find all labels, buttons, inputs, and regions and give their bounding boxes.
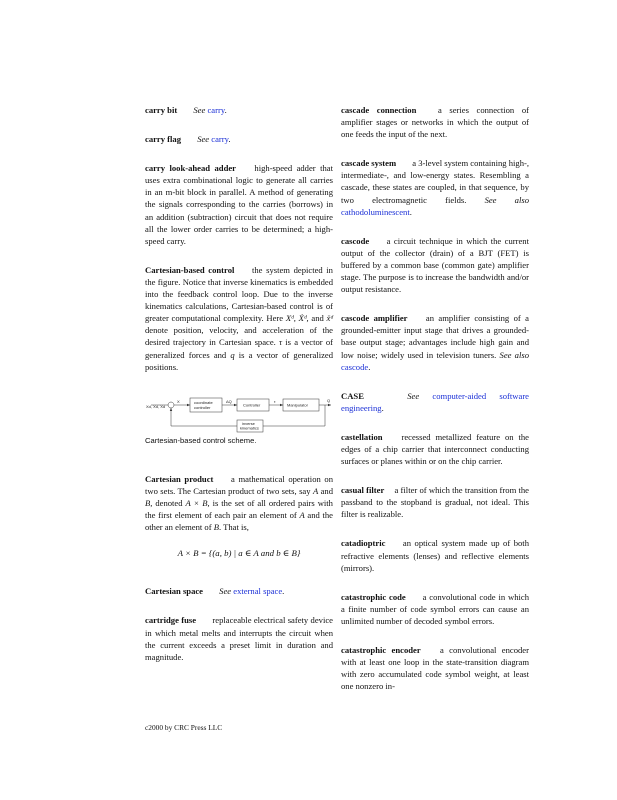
delta-q-label: ΔQ xyxy=(226,398,232,404)
term-cartesian-product: Cartesian product xyxy=(145,473,214,484)
definition: an amplifier consisting of a grounded-emitter input stage that drives a grounded-base output stage; advantages include high gain and low noise; widely used in television tuners. xyxy=(341,313,529,360)
symbol-a: A xyxy=(299,510,305,521)
definition: an optical system made up of both refractive elements (lenses) and reflective elements (mirrors). xyxy=(341,538,529,573)
term-catastrophic-code: catastrophic code xyxy=(341,591,406,602)
entry-carry-bit xyxy=(145,104,333,116)
block-1-label: coordinate xyxy=(194,399,213,405)
entry-catastrophic-code xyxy=(341,591,529,627)
output-label: Q xyxy=(327,397,331,403)
see-label: See xyxy=(219,586,232,597)
left-column xyxy=(145,104,333,680)
definition-part: the system depicted in the figure. Notice that inverse kinematics is embedded into the feedback control loop. Due to the inverse kinematics calculations, Cartesian-based control is of greater computational complexity. Here xyxy=(145,264,333,324)
punctuation: . xyxy=(381,402,384,413)
term-cartesian-space: Cartesian space xyxy=(145,586,203,597)
entry-carry-flag xyxy=(145,133,333,145)
term-casual-filter: casual filter xyxy=(341,485,385,496)
definition: recessed metallized feature on the edges of a chip carrier that interconnect conducting surfaces or planes within or on the chip carrier. xyxy=(341,431,529,467)
punctuation: . xyxy=(368,361,371,372)
punctuation: . xyxy=(224,105,227,115)
term-catadioptric: catadioptric xyxy=(341,538,386,549)
definition: a series connection of amplifier stages or networks in which the output of one feeds the input of the next. xyxy=(341,105,529,140)
tau-label: τ xyxy=(274,398,276,404)
block-1-label-b: controller xyxy=(194,404,211,410)
definition: a circuit technique in which the current output of the collector (drain) of a BJT (FET) is buffered by a common base (common gate) amplifier stage. The purpose is to increase the bandwidth and/or output resistance. xyxy=(341,235,529,295)
definition: a convolutional encoder with at least one loop in the state-transition diagram with zero accumulated code symbol weight, at least one nonzero in- xyxy=(341,645,529,692)
symbol-tau: τ xyxy=(279,337,283,348)
term-carry-look-ahead-adder: carry look-ahead adder xyxy=(145,163,236,174)
error-label: X xyxy=(177,398,180,404)
copyright-footer: c2000 by CRC Press LLC xyxy=(145,723,223,732)
link-carry[interactable]: carry xyxy=(211,134,229,145)
symbol-a: A xyxy=(312,485,319,496)
block-2-label: Controller xyxy=(243,402,261,408)
definition: a convolutional code in which a finite number of code symbol errors can cause an unlimited number of decoded symbol errors. xyxy=(341,591,529,626)
block-4-label-b: kinematics xyxy=(240,425,259,431)
entry-cascode-amplifier xyxy=(341,312,529,372)
punctuation: . xyxy=(228,134,231,145)
entry-carry-look-ahead-adder xyxy=(145,162,333,247)
link-computer-aided-software-engineering[interactable]: computer-aided software engineering xyxy=(341,390,529,413)
entry-case xyxy=(341,390,529,414)
definition: a filter of which the transition from the passband to the stopband is gradual, not ideal. This filter is realizable. xyxy=(341,485,529,520)
see-label: See xyxy=(407,390,420,401)
definition-part: is a vector of generalized forces and xyxy=(145,337,333,360)
term-cascade-system: cascade system xyxy=(341,158,397,169)
link-cathodoluminescent[interactable]: cathodoluminescent xyxy=(341,206,410,217)
symbol-xd: Xᵈ xyxy=(285,313,294,324)
term-cascode-amplifier: cascode amplifier xyxy=(341,313,408,324)
entry-cartesian-based-control: Cartesian-based control the system depicted in the figure. Notice that inverse kinematics is embedded into the feedback control loop. Due to the inverse kinematics calculations, Cartesian-based control is of greater computational complexity. Here Xᵈ, Ẋᵈ, and ẍᵈ denote position, velocity, and acceleration of the desired trajectory in Cartesian space. τ is a vector of generalized forces and q is a vector of generalized positions. xyxy=(145,264,334,372)
figure-caption: Cartesian-based control scheme. xyxy=(145,435,257,445)
definition-part: , is the set of all ordered pairs with the first element of each pair an element of xyxy=(145,497,333,521)
block-4-label: inverse xyxy=(242,420,255,426)
term-cascade-connection: cascade connection xyxy=(341,105,417,115)
right-column xyxy=(341,104,529,709)
term-cartesian-based-control: Cartesian-based control xyxy=(145,264,235,275)
symbol-xd-ddot: ẍᵈ xyxy=(326,313,333,324)
entry-cartridge-fuse xyxy=(145,614,333,662)
block-3-label: Manipulator xyxy=(287,402,308,408)
control-scheme-diagram xyxy=(145,383,333,433)
symbol-xd-dot: Ẋᵈ xyxy=(298,313,307,324)
entry-cascade-connection xyxy=(341,104,529,140)
entry-cartesian-product xyxy=(145,473,333,533)
term-carry-bit: carry bit xyxy=(145,105,178,115)
definition: high-speed adder that uses extra combinational logic to generate all carries in an m-bit block in parallel. A method of generating the signals corresponding to the carries (borrows) in an addition (subtraction) circuit that does not require all the lower order carries to be determined; a high-speed carry. xyxy=(145,163,333,246)
definition: replaceable electrical safety device in which metal melts and interrupts the circuit when the current exceeds a preset limit in duration and magnitude. xyxy=(145,615,333,662)
link-carry[interactable]: carry xyxy=(207,105,225,115)
term-cartridge-fuse: cartridge fuse xyxy=(145,615,197,626)
see-label: See also xyxy=(484,194,529,205)
definition-part: . That is, xyxy=(218,522,249,533)
entry-catadioptric xyxy=(341,537,529,573)
definition-part: denote position, velocity, and acceleration of the desired trajectory in Cartesian space. xyxy=(145,325,333,348)
see-label: See also xyxy=(499,349,530,360)
definition-part: is a vector of generalized positions. xyxy=(145,349,334,372)
input-label: Xd, Xd, Xd xyxy=(146,403,166,409)
entry-casual-filter xyxy=(341,484,529,520)
and-text: and xyxy=(311,313,324,324)
entry-catastrophic-encoder xyxy=(341,644,529,692)
term-catastrophic-encoder: catastrophic encoder xyxy=(341,645,421,655)
symbol-b: B xyxy=(213,522,219,533)
term-carry-flag: carry flag xyxy=(145,134,182,145)
symbol-q: q xyxy=(230,349,235,360)
entry-cartesian-space xyxy=(145,585,333,597)
entry-cascode xyxy=(341,235,529,295)
link-cascode[interactable]: cascode xyxy=(341,361,369,372)
link-external-space[interactable]: external space xyxy=(233,586,283,597)
entry-castellation xyxy=(341,431,529,467)
definition-part: and the other an element of xyxy=(145,510,333,533)
definition: a 3-level system containing high-, intermediate-, and low-energy states. Resembling a cascade, these states are coupled, in that sequence, by two electromagnetic fields. xyxy=(341,158,530,205)
term-case: CASE xyxy=(341,390,364,401)
symbol-b: B xyxy=(145,497,151,508)
definition-part: a mathematical operation on two sets. The Cartesian product of two sets, say xyxy=(145,473,333,496)
definition-part: , denoted xyxy=(150,497,183,508)
punctuation: . xyxy=(282,586,285,597)
and-text: and xyxy=(320,485,334,496)
see-label: See xyxy=(197,134,210,145)
term-castellation: castellation xyxy=(341,431,383,442)
symbol-axb: A × B xyxy=(185,497,208,508)
cartesian-product-equation: A × B = {(a, b) | a ∈ A and b ∈ B} xyxy=(177,548,301,559)
summing-junction xyxy=(168,402,174,408)
control-scheme-figure xyxy=(145,383,333,433)
term-cascode: cascode xyxy=(341,235,370,246)
see-label: See xyxy=(193,105,206,115)
punctuation: . xyxy=(409,206,412,217)
entry-cascade-system xyxy=(341,157,529,217)
